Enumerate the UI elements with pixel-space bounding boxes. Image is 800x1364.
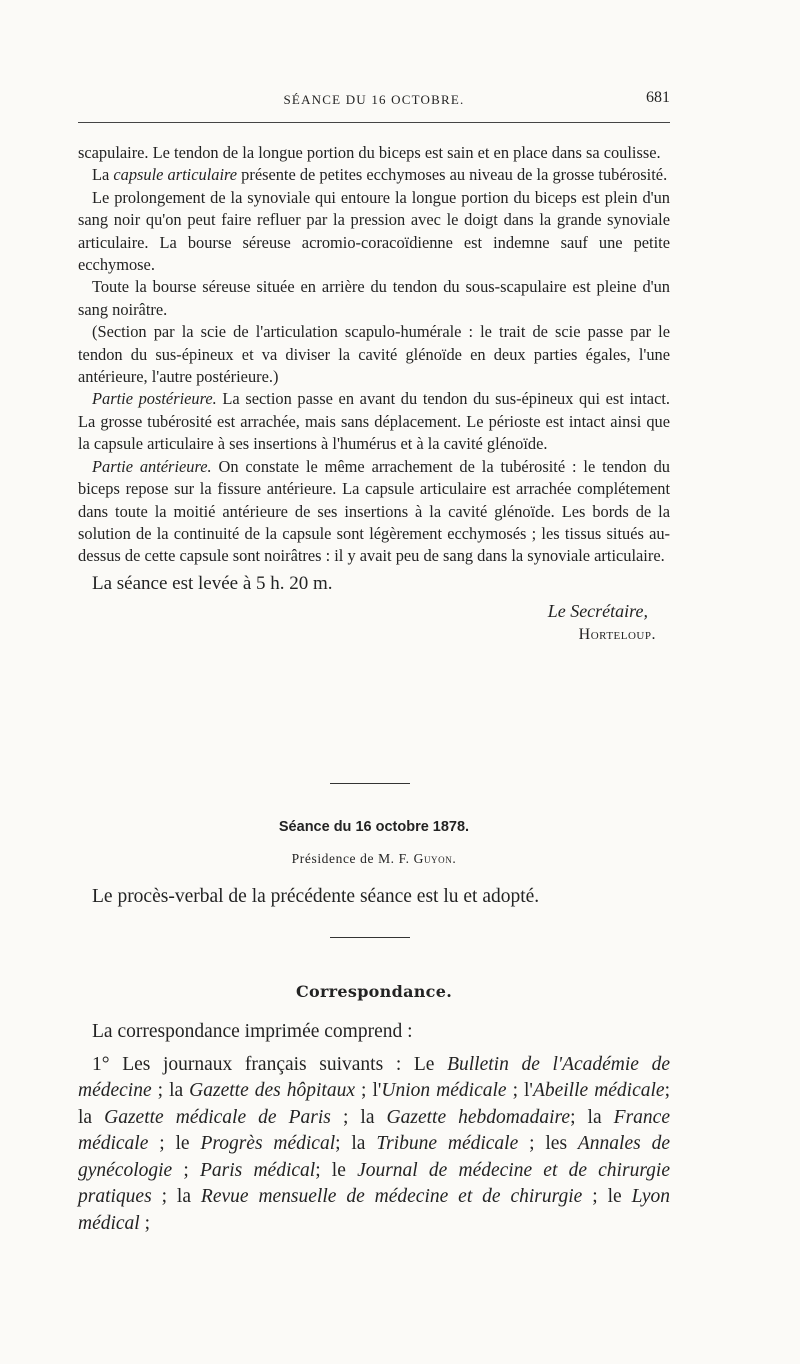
text-run: présente de petites ecchymoses au niveau de la grosse tubérosité. — [237, 165, 668, 185]
text-run: ; l' — [506, 1080, 533, 1101]
journal-title: France médicale — [78, 1106, 670, 1154]
signature-name: Horteloup. — [578, 625, 656, 643]
paragraph-partie-anterieure — [78, 456, 670, 568]
text-run: Les journaux français suivants : Le — [109, 1053, 448, 1075]
italic-term: Partie antérieure. — [92, 456, 212, 476]
text-run: ; le — [148, 1133, 201, 1154]
text-run: ; — [139, 1212, 151, 1234]
presidency-prefix: Présidence de — [291, 851, 375, 866]
autopsy-text — [78, 142, 670, 646]
closing-line: La séance est levée à 5 h. 20 m. — [92, 572, 333, 594]
journal-title: Union médicale — [381, 1080, 507, 1101]
journal-title: Bulletin de l'Académie de médecine — [78, 1053, 670, 1101]
paragraph-scapulaire: scapulaire. Le tendon de la longue portion du biceps est sain et en place dans sa coulisse. — [78, 143, 661, 162]
section-divider — [330, 783, 410, 784]
journal-title: Gazette des hôpitaux — [189, 1080, 356, 1101]
header-rule — [78, 122, 670, 123]
italic-term: Partie postérieure. — [92, 389, 217, 409]
journal-title: Revue mensuelle de médecine et de chirurgie — [200, 1186, 583, 1207]
italic-term: capsule articulaire — [113, 165, 238, 185]
text-run: On constate le même arrachement de la tubérosité : le tendon du biceps repose sur la fissure antérieure. La capsule articulaire est arrachée complétement dans toute la moitié antérieure de ses insertions à la cavité glénoïde. Les bords de la solution de la continuité de la capsule sont légèrement ecchymosés ; les tissus situés au-dessus de cette capsule sont noirâtres : il y avait peu de sang dans la synoviale articulaire. — [78, 456, 670, 566]
correspondence-item-1 — [78, 1052, 670, 1238]
journal-title: Tribune médicale — [376, 1133, 519, 1154]
signature — [78, 600, 670, 646]
correspondence-heading: Correspondance. — [295, 982, 453, 1001]
text-run: ; les — [518, 1133, 578, 1154]
presidency-name: M. F. Guyon. — [378, 851, 457, 866]
text-run: ; le — [582, 1186, 632, 1207]
text-run: ; la — [151, 1186, 201, 1207]
paragraph-section: (Section par la scie de l'articulation scapulo-humérale : le trait de scie passe par le tendon du sus-épineux et va diviser la cavité glénoïde en deux parties égales, l'une antérieure, l'autre postérieure.) — [78, 322, 670, 387]
journal-title: Progrès médical — [200, 1133, 336, 1154]
proces-verbal: Le procès-verbal de la précédente séance est lu et adopté. — [92, 886, 540, 907]
running-head — [78, 89, 670, 109]
text-run: La — [92, 165, 114, 185]
text-run: ; la — [570, 1106, 614, 1128]
journal-title: Journal de médecine et de chirurgie pratiques — [78, 1159, 671, 1207]
correspondence-text — [78, 1019, 670, 1237]
journal-title: Paris médical — [200, 1159, 316, 1181]
journal-title: Gazette hebdomadaire — [386, 1106, 571, 1128]
page-number: 681 — [646, 89, 670, 106]
paragraph-capsule — [78, 164, 670, 186]
paragraph-bourse: Toute la bourse séreuse située en arrière du tendon du sous-scapulaire est pleine d'un sang noirâtre. — [78, 277, 670, 319]
session-title: Séance du 16 octobre 1878. — [278, 819, 470, 835]
journal-title: Abeille médicale — [532, 1080, 665, 1101]
presidency-line — [78, 851, 670, 867]
section-divider — [330, 937, 410, 938]
text-run: ; la — [151, 1080, 190, 1101]
text-run: La section passe en avant du tendon du sus-épineux qui est intact. La grosse tubérosité est arrachée, mais sans déplacement. Le périoste est intact ainsi que la capsule articulaire à ses insertions à l'humérus et à la cavité glénoïde. — [78, 389, 670, 454]
paragraph-partie-posterieure — [78, 388, 670, 455]
text-run: ; la — [335, 1133, 377, 1154]
journal-title: Gazette médicale de Paris — [104, 1106, 331, 1128]
text-run: ; — [172, 1159, 201, 1181]
text-run: ; la — [78, 1080, 670, 1128]
text-run: ; l' — [355, 1080, 382, 1101]
item-number: 1° — [92, 1053, 110, 1075]
signature-role: Le Secrétaire, — [547, 600, 648, 621]
journal-title: Annales de gynécologie — [78, 1133, 670, 1181]
text-run: ; la — [330, 1106, 387, 1128]
correspondence-intro: La correspondance imprimée comprend : — [92, 1021, 413, 1042]
running-title: SÉANCE DU 16 OCTOBRE. — [283, 92, 465, 107]
paragraph-synoviale: Le prolongement de la synoviale qui entoure la longue portion du biceps est plein d'un sang noir qu'on peut faire refluer par la pression avec le doigt dans la grande synoviale articulaire. La bourse séreuse acromio-coracoïdienne est indemne sauf une petite ecchymose. — [78, 187, 670, 275]
text-run: ; le — [315, 1159, 358, 1181]
journal-title: Lyon médical — [78, 1186, 670, 1234]
